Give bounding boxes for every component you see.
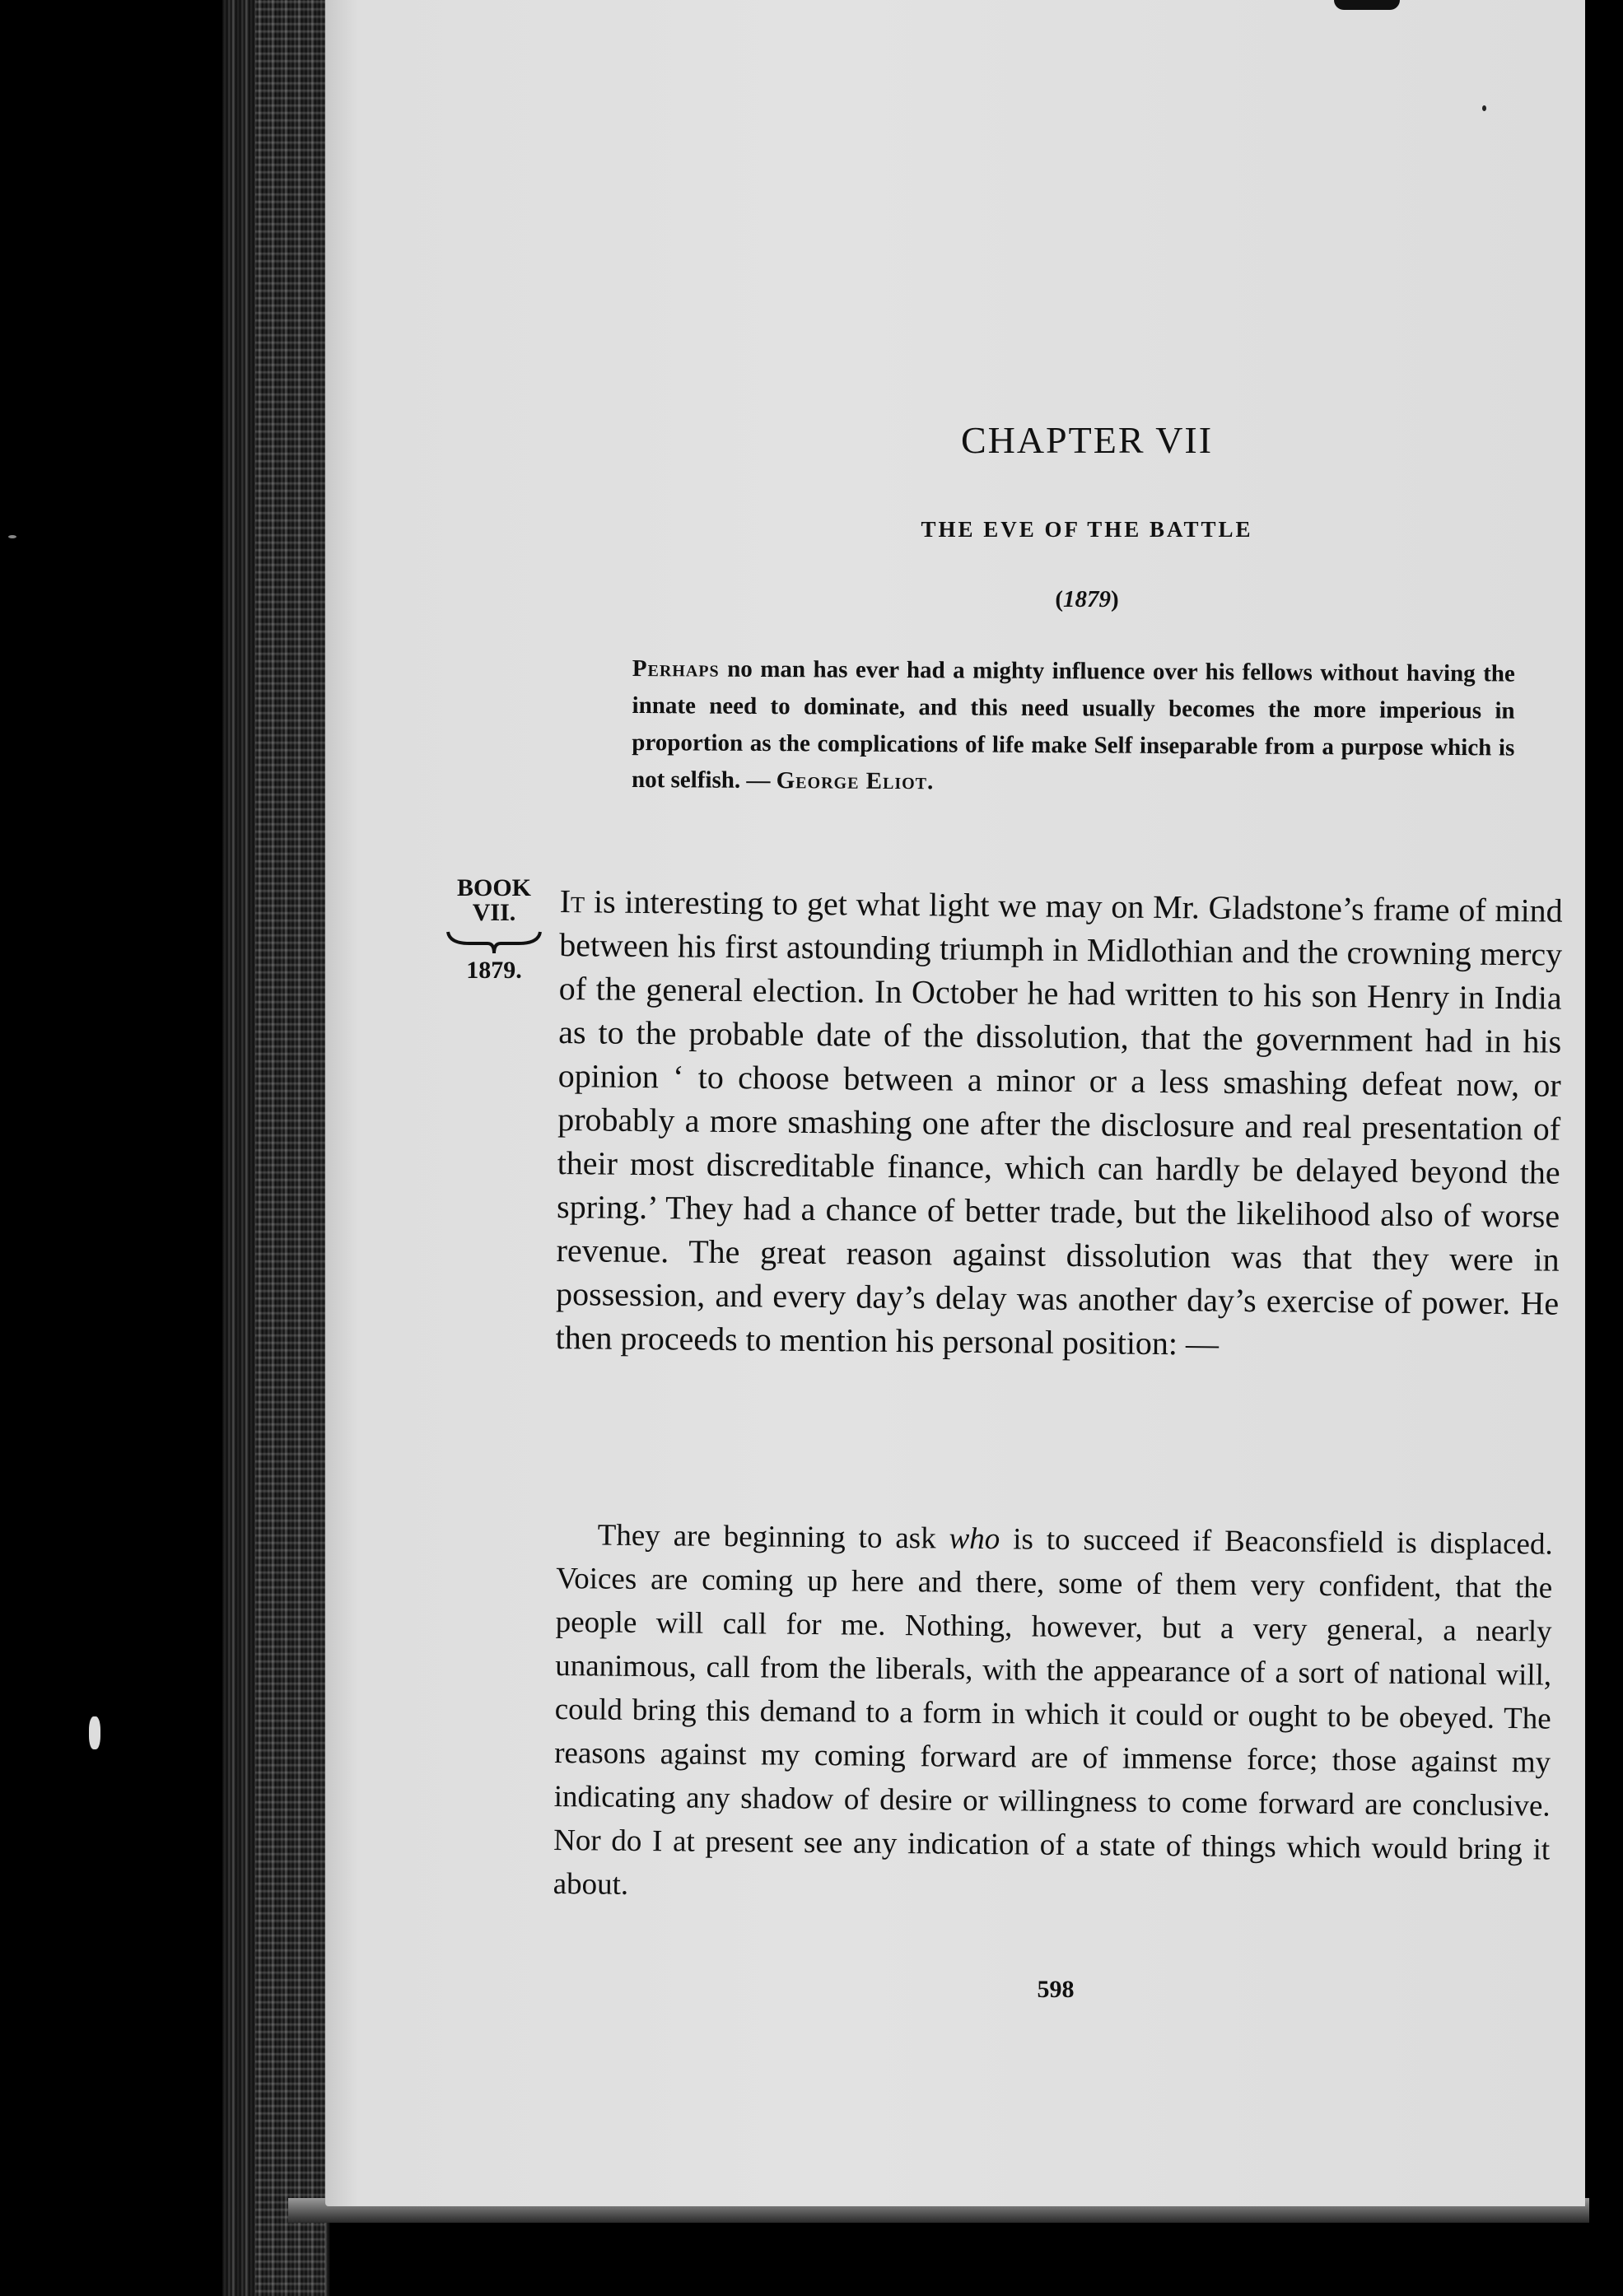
body-lead: It: [559, 882, 585, 920]
dust-speck: [8, 535, 16, 538]
chapter-title: CHAPTER VII: [960, 419, 1214, 461]
year-value: 1879: [1063, 586, 1111, 612]
epigraph-text: no man has ever had a mighty influence over his fellows without having the innate need to dominate, and this need usually becomes the more imperious in proportion as the complications of life make Self inseparable from a purpose which is not selfish. —: [631, 655, 1515, 794]
year-open-paren: (: [1055, 586, 1063, 612]
chapter-year: [996, 586, 1178, 613]
dust-speck: [89, 1716, 100, 1749]
body-text: is interesting to get what light we may on Mr. Gladstone’s frame of mind between his first astounding triumph in Midlothian and the crowning mercy of the general election. In October he had written to his son Henry in India as to the probable date of the dissolution, that the government had in his opinion ‘ to choose between a minor or a less smashing defeat now, or probably a more smashing one after the disclosure and real presentation of their most discreditable finance, which can hardly be delayed beyond the spring.’ They had a chance of better trade, but the likelihood also of worse revenue. The great reason against dissolution was that they were in possession, and every day’s delay was another day’s exercise of power. He then proceeds to mention his personal position: —: [555, 883, 1563, 1362]
quote-emphasis: who: [949, 1521, 1000, 1557]
chapter-subtitle: THE EVE OF THE BATTLE: [921, 517, 1253, 542]
scanner-clip: [1334, 0, 1400, 10]
body-paragraph: [555, 879, 1563, 1369]
year-close-paren: ): [1111, 586, 1119, 612]
dust-speck: [1482, 105, 1486, 111]
margin-year-label: 1879.: [466, 957, 522, 984]
margin-volume-label: VII.: [472, 899, 516, 926]
epigraph: [632, 650, 1515, 804]
margin-note: [441, 876, 548, 983]
page-number: 598: [1037, 1976, 1075, 2003]
epigraph-lead: Perhaps: [632, 654, 720, 682]
quote-text-end: is to succeed if Beaconsfield is displaced. Voices are coming up here and there, some of them very confident, that the people will call for me. Nothing, however, but a very general, a nearly unanimous, call from the liberals, with the appearance of a sort of national will, could bring this demand to a form in which it could or ought to be obeyed. The reasons against my coming forward are of immense force; those against my indicating any shadow of desire or willingness to come forward are conclusive. Nor do I at present see any indication of a state of things which would bring it about.: [553, 1522, 1553, 1902]
binding-shadow-texture: [255, 0, 325, 2296]
curly-brace-icon: [445, 929, 543, 957]
margin-book-label: BOOK: [456, 874, 531, 901]
epigraph-author: George Eliot.: [776, 767, 935, 795]
quote-text-start: They are beginning to ask: [597, 1518, 949, 1556]
letter-quotation: [553, 1513, 1553, 1916]
